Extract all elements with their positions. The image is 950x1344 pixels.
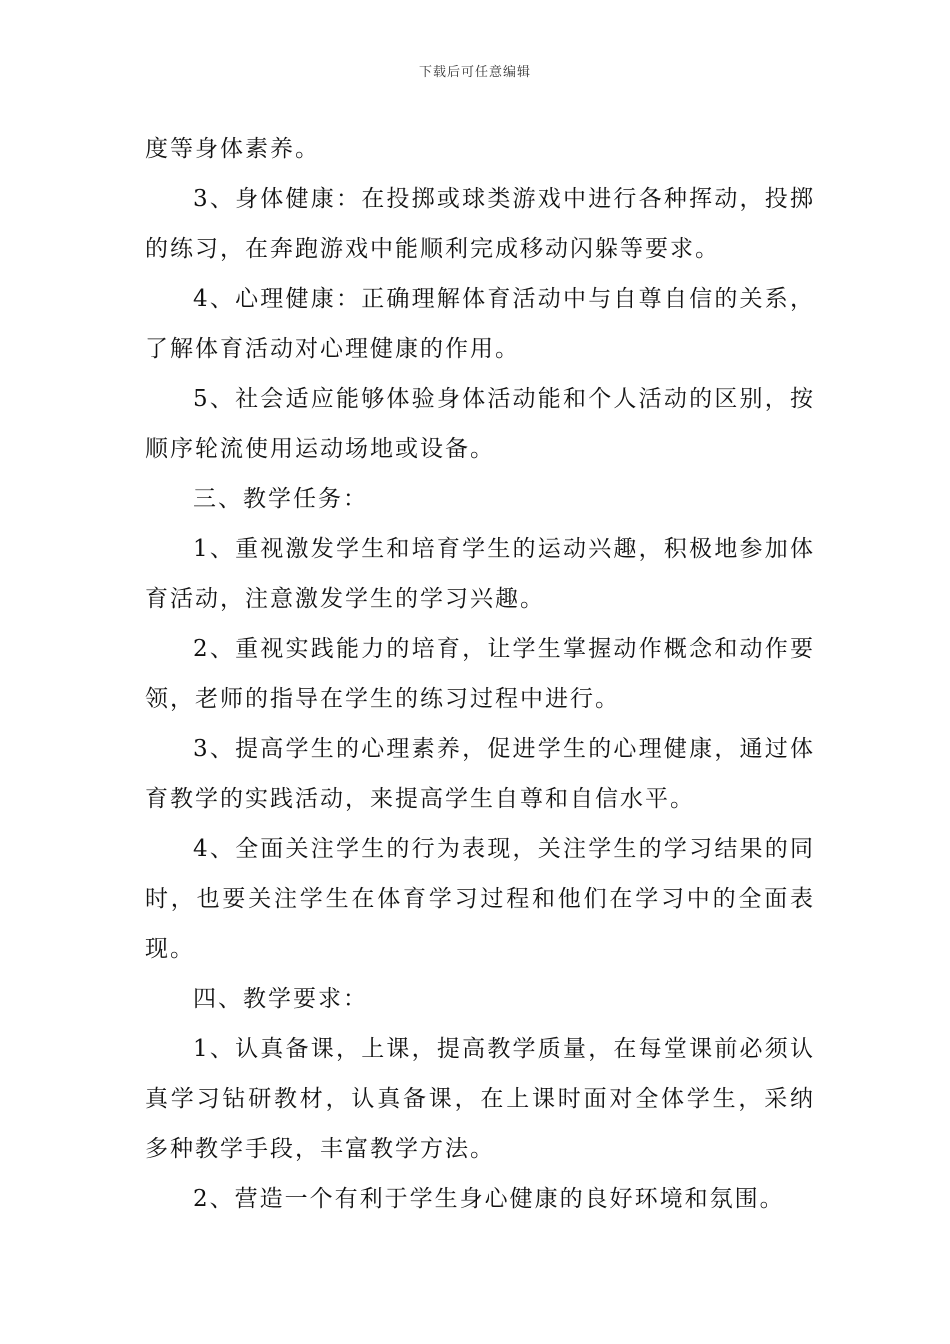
paragraph-task-1: 1、重视激发学生和培育学生的运动兴趣，积极地参加体育活动，注意激发学生的学习兴趣。 xyxy=(145,536,815,612)
paragraph-mental-health: 4、心理健康：正确理解体育活动中与自尊自信的关系，了解体育活动对心理健康的作用。 xyxy=(145,286,815,362)
page-header: 下载后可任意编辑 xyxy=(418,65,531,80)
paragraph-physical-health: 3、身体健康：在投掷或球类游戏中进行各种挥动，投掷的练习，在奔跑游戏中能顺利完成移动闪躲等要求。 xyxy=(145,186,815,262)
paragraph-social-adaptation: 5、社会适应能够体验身体活动能和个人活动的区别，按顺序轮流使用运动场地或设备。 xyxy=(145,386,815,462)
paragraph-task-2: 2、重视实践能力的培育，让学生掌握动作概念和动作要领，老师的指导在学生的练习过程中进行。 xyxy=(145,636,815,712)
section-heading-teaching-requirements: 四、教学要求： xyxy=(193,986,368,1012)
paragraph-requirement-2: 2、营造一个有利于学生身心健康的良好环境和氛围。 xyxy=(193,1186,785,1212)
paragraph-task-3: 3、提高学生的心理素养，促进学生的心理健康，通过体育教学的实践活动，来提高学生自尊和自信水平。 xyxy=(145,736,815,812)
paragraph-task-4: 4、全面关注学生的行为表现，关注学生的学习结果的同时，也要关注学生在体育学习过程和他们在学习中的全面表现。 xyxy=(145,836,815,962)
paragraph-continuation: 度等身体素养。 xyxy=(145,136,320,162)
section-heading-teaching-tasks: 三、教学任务： xyxy=(193,486,368,512)
document-body xyxy=(145,124,815,1224)
paragraph-requirement-1: 1、认真备课，上课，提高教学质量，在每堂课前必须认真学习钻研教材，认真备课，在上课时面对全体学生，采纳多种教学手段，丰富教学方法。 xyxy=(145,1036,815,1162)
